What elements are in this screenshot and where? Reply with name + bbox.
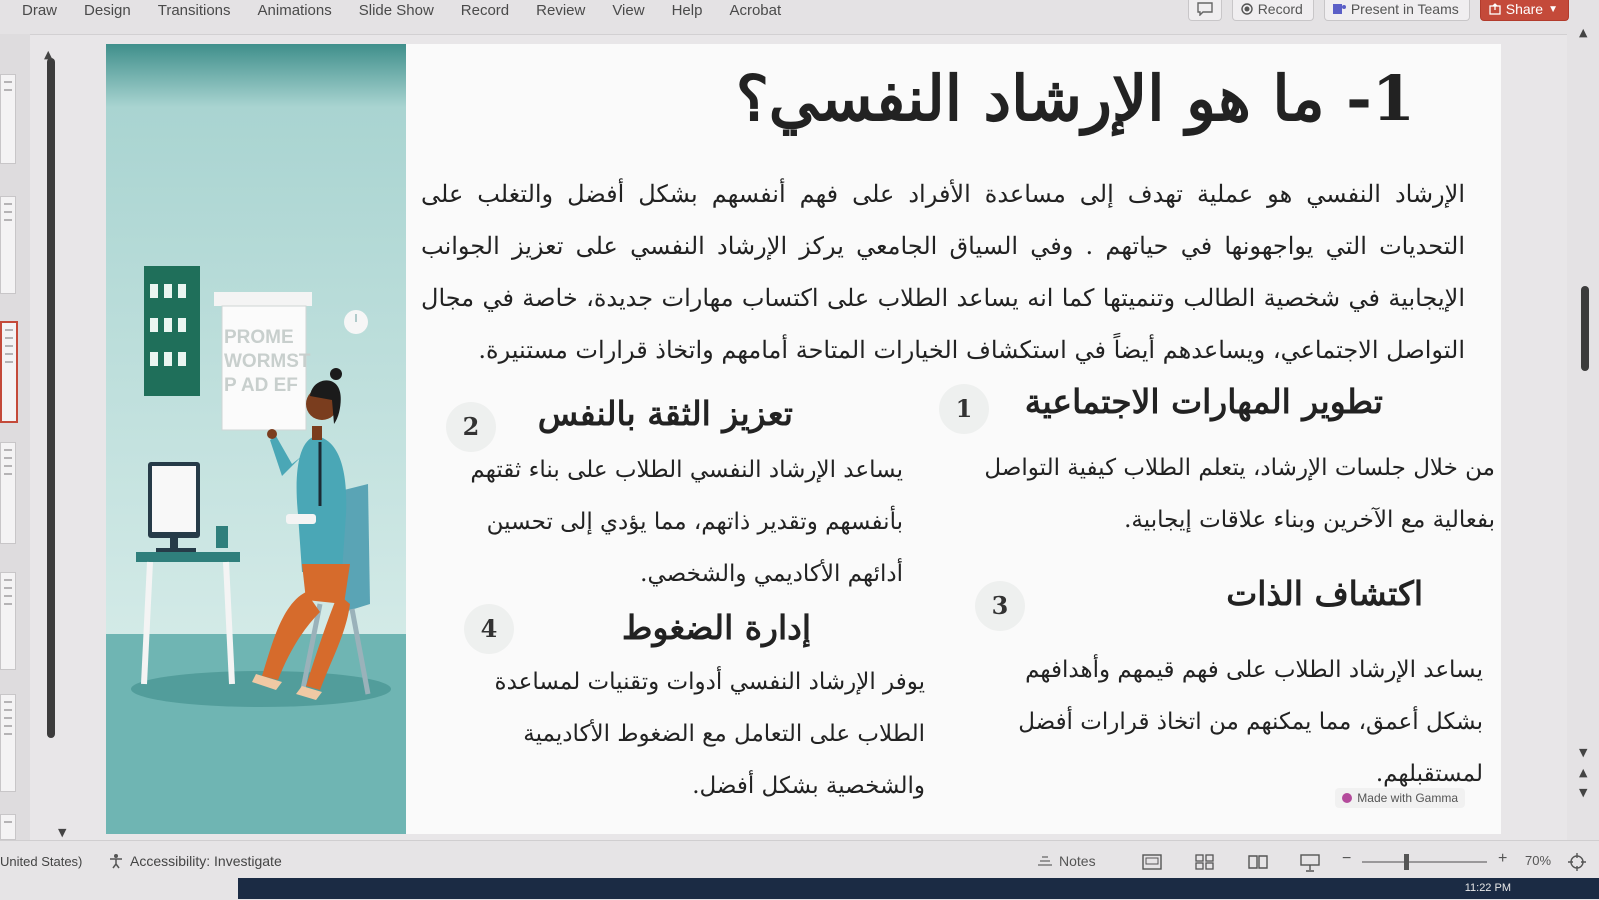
section-number-badge: 2 [446, 402, 496, 452]
tab-acrobat[interactable]: Acrobat [729, 2, 782, 19]
section-title[interactable]: اكتشاف الذات [1226, 574, 1423, 613]
zoom-slider[interactable] [1362, 861, 1487, 863]
tab-animations[interactable]: Animations [257, 2, 332, 19]
slide-thumbnail[interactable] [0, 442, 16, 544]
slide-thumbnail[interactable] [0, 814, 16, 840]
section-number-badge: 3 [975, 581, 1025, 631]
intro-paragraph[interactable]: الإرشاد النفسي هو عملية تهدف إلى مساعدة الأفراد على فهم أنفسهم بشكل أفضل والتغلب على التحديات التي يواجهونها في حياتهم . وفي السياق الجامعي يركز الإرشاد النفسي على تعزيز الجوانب الإيجابية في شخصية الطالب وتنميتها كما انه يساعد الطلاب على اكتساب مهارات جديدة، خاصة في مجال التواصل الاجتماعي، ويساعدهم أيضاً في استكشاف الخيارات المتاحة أمامهم واتخاذ قرارات مستنيرة. [421, 180, 1465, 364]
slide-thumbnail[interactable] [0, 572, 16, 670]
slide-thumbnail-active[interactable] [0, 321, 18, 423]
scroll-down-arrow-icon[interactable]: ▼ [58, 826, 67, 839]
accessibility-label: Accessibility: Investigate [130, 853, 282, 869]
tab-slide-show[interactable]: Slide Show [358, 2, 434, 19]
previous-slide-icon[interactable]: ▲ [1579, 766, 1588, 779]
record-label: Record [1257, 1, 1303, 17]
zoom-in-button[interactable]: + [1498, 850, 1508, 867]
woman-at-desk-illustration [106, 44, 406, 834]
thumbnail-scroll-thumb[interactable] [47, 58, 55, 738]
tab-transitions[interactable]: Transitions [157, 2, 231, 19]
chevron-down-icon: ▼ [1548, 3, 1558, 15]
share-icon [1489, 3, 1501, 15]
thumbnail-scrollbar[interactable] [44, 48, 56, 738]
gamma-logo-icon [1342, 793, 1352, 803]
reading-view-icon[interactable] [1248, 854, 1268, 870]
notes-icon [1036, 855, 1054, 867]
tab-record[interactable]: Record [460, 2, 510, 19]
scroll-down-arrow-icon[interactable]: ▼ [1579, 746, 1588, 759]
section-number-badge: 1 [939, 384, 989, 434]
language-indicator[interactable]: United States) [0, 854, 83, 869]
slide-thumbnail[interactable] [0, 196, 16, 294]
slide-sorter-icon[interactable] [1195, 854, 1215, 870]
present-in-teams-button[interactable] [1324, 0, 1470, 21]
slide-canvas[interactable] [106, 44, 1501, 834]
share-button[interactable] [1480, 0, 1569, 21]
section-body[interactable]: يساعد الإرشاد الطلاب على فهم قيمهم وأهدافهم بشكل أعمق، مما يمكنهم من اتخاذ قرارات أفضل لمستقبلهم. [1018, 657, 1483, 787]
scroll-up-arrow-icon[interactable]: ▲ [1579, 26, 1588, 39]
comments-button[interactable] [1188, 0, 1222, 21]
notes-button[interactable] [1036, 853, 1096, 869]
whiteboard-line: PROME [224, 327, 294, 348]
ribbon-tab-bar [0, 0, 1599, 35]
slide-show-icon[interactable] [1300, 854, 1320, 872]
section-title[interactable]: إدارة الضغوط [621, 608, 811, 647]
zoom-slider-handle[interactable] [1404, 854, 1409, 870]
slide-title[interactable]: 1- ما هو الإرشاد النفسي؟ [735, 62, 1415, 135]
tab-help[interactable]: Help [671, 2, 703, 19]
section-title[interactable]: تعزيز الثقة بالنفس [537, 394, 793, 433]
slide-thumbnail[interactable] [0, 694, 16, 792]
slide-vertical-scrollbar[interactable] [1567, 26, 1599, 840]
section-body[interactable]: من خلال جلسات الإرشاد، يتعلم الطلاب كيفية التواصل بفعالية مع الآخرين وبناء علاقات إيجابية. [984, 455, 1495, 533]
present-label: Present in Teams [1350, 1, 1459, 17]
record-icon [1241, 3, 1253, 15]
scroll-up-arrow-icon[interactable]: ▲ [44, 48, 53, 61]
fit-slide-icon[interactable] [1568, 853, 1586, 871]
tab-view[interactable]: View [612, 2, 645, 19]
section-body[interactable]: يساعد الإرشاد النفسي الطلاب على بناء ثقتهم بأنفسهم وتقدير ذاتهم، مما يؤدي إلى تحسين أدائهم الأكاديمي والشخصي. [470, 457, 903, 587]
comment-icon [1197, 2, 1213, 16]
tab-design[interactable]: Design [84, 2, 131, 19]
whiteboard-text [224, 326, 311, 398]
whiteboard-line: WORMST [224, 351, 311, 372]
share-label: Share [1505, 1, 1544, 17]
whiteboard-line: P AD EF [224, 375, 298, 396]
accessibility-icon [108, 853, 124, 869]
slide-thumbnail[interactable] [0, 74, 16, 164]
taskbar-clock: 11:22 PM [1464, 882, 1511, 894]
tab-review[interactable]: Review [536, 2, 586, 19]
made-with-gamma-badge[interactable] [1335, 788, 1465, 808]
record-button[interactable] [1232, 0, 1314, 21]
ribbon-tabs [22, 2, 781, 19]
section-body[interactable]: يوفر الإرشاد النفسي أدوات وتقنيات لمساعدة الطلاب على التعامل مع الضغوط الأكاديمية والشخصية بشكل أفضل. [494, 669, 925, 799]
normal-view-icon[interactable] [1142, 854, 1162, 870]
notes-label: Notes [1059, 853, 1096, 869]
section-number-badge: 4 [464, 604, 514, 654]
gamma-label: Made with Gamma [1357, 791, 1458, 805]
scroll-thumb[interactable] [1581, 286, 1589, 371]
teams-icon [1333, 3, 1346, 15]
slide-thumbnail-pane [0, 34, 30, 840]
zoom-level[interactable]: 70% [1525, 853, 1552, 868]
ribbon-actions [1188, 0, 1569, 21]
next-slide-icon[interactable]: ▼ [1579, 786, 1588, 799]
tab-draw[interactable]: Draw [22, 2, 58, 19]
accessibility-checker[interactable] [108, 853, 282, 869]
zoom-out-button[interactable]: − [1342, 850, 1352, 867]
section-title[interactable]: تطوير المهارات الاجتماعية [1024, 382, 1383, 421]
windows-taskbar [238, 878, 1599, 899]
